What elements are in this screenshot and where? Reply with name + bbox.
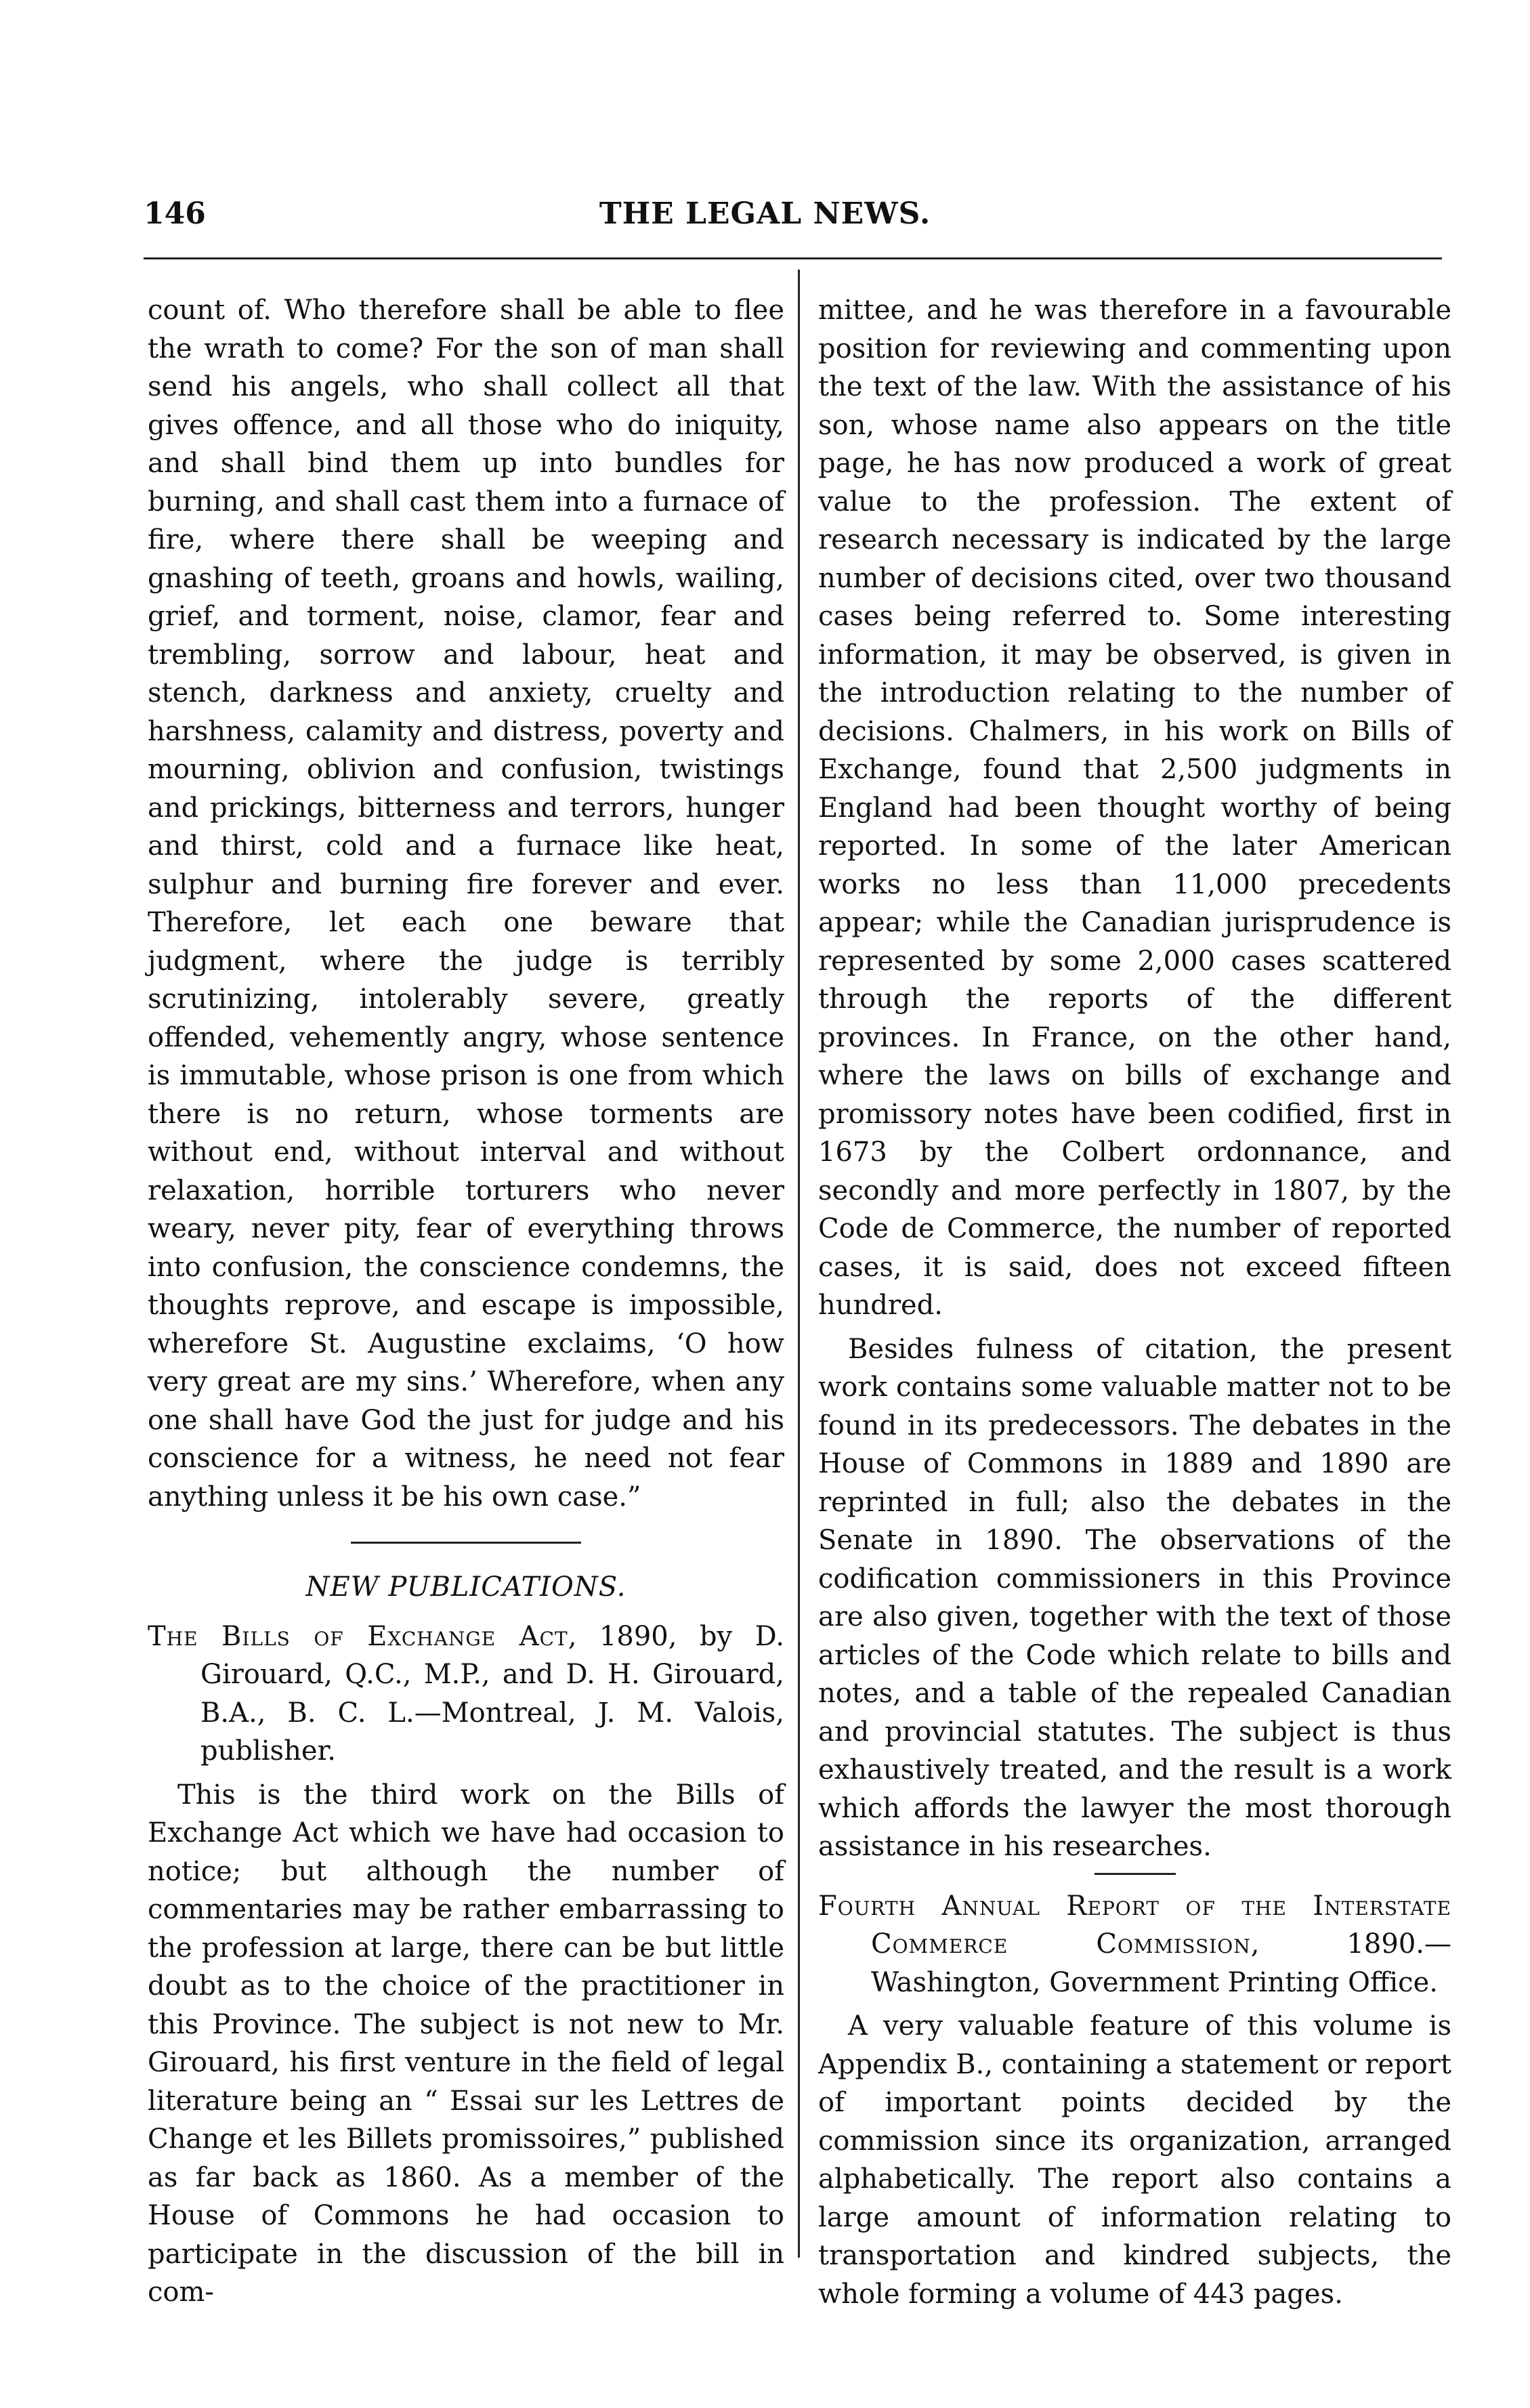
section-rule (351, 1542, 581, 1544)
section-rule-2 (1095, 1873, 1176, 1875)
review-paragraph-2: Besides fulness of citation, the present work contains some valuable matter not to be found in its predecessors. The debates in the House of Commons in 1889 and 1890 are reprinted in full; also the debates in the Senate in 1890. The observations of the codification commissioners in this Province are also given, together with the text of those articles of the Code which relate to bills and notes, and a table of the repealed Canadian and provincial statutes. The subject is thus exhaustively treated, and the result is a work which affords the lawyer the most thorough assistance in his researches. (818, 1333, 1451, 1862)
review-paragraph-continued: mittee, and he was therefore in a favourable position for reviewing and commenting upon the text of the law. With the assistance of his son, whose name also appears on the title page, he has now produced a work of great value to the profession. The extent of research necessary is indicated by the large number of decisions cited, over two thousand cases being referred to. Some interesting information, it may be observed, is given in the introduction relating to the number of decisions. Chalmers, in his work on Bills of Exchange, found that 2,500 judgments in England had been thought worthy of being reported. In some of the later American works no less than 11,000 precedents appear; while the Canadian jurisprudence is represented by some 2,000 cases scattered through the reports of the different provinces. In France, on the other hand, where the laws on bills of exchange and promissory notes have been codified, first in 1673 by the Colbert ordonnance, and secondly and more perfectly in 1807, by the Code de Commerce, the number of reported cases, it is said, does not exceed fifteen hundred. (818, 295, 1451, 1321)
book-title-entry-2 (818, 1887, 1451, 2002)
running-head-title: THE LEGAL NEWS. (599, 196, 931, 231)
right-column (818, 291, 1451, 2313)
continued-paragraph: count of. Who therefore shall be able to flee the wrath to come? For the son of man shall send his angels, who shall collect all that gives offence, and all those who do iniquity, and shall bind them up into bundles for burning, and shall cast them into a furnace of fire, where there shall be weeping and gnashing of teeth, groans and howls, wailing, grief, and torment, noise, clamor, fear and trembling, sorrow and labour, heat and stench, darkness and anxiety, cruelty and harshness, calamity and distress, poverty and mourning, oblivion and confusion, twistings and prickings, bitterness and terrors, hunger and thirst, cold and a furnace like heat, sulphur and burning fire forever and ever. Therefore, let each one beware that judgment, where the judge is terribly scrutinizing, intolerably severe, greatly offended, vehemently angry, whose sentence is immutable, whose prison is one from which there is no return, whose torments are without end, without interval and without relaxation, horrible torturers who never weary, never pity, fear of everything throws into confusion, the conscience condemns, the thoughts reprove, and escape is impossible, wherefore St. Augustine exclaims, ‘O how very great are my sins.’ Wherefore, when any one shall have God the just for judge and his conscience for a witness, he need not fear anything unless it be his own case.” (148, 295, 784, 1513)
report-paragraph: A very valuable feature of this volume is Appendix B., containing a statement or report of important points decided by the commission since its organization, arranged alphabetically. The report also contains a large amount of information relating to transportation and kindred subjects, the whole forming a volume of 443 pages. (818, 2010, 1451, 2310)
book-title-details: , 1890, by D. Girouard, Q.C., M.P., and D. H. Girouard, B.A., B. C. L.—Montreal, J. M. Valois, publisher. (200, 1620, 784, 1767)
book-title-name: The Bills of Exchange Act (148, 1620, 568, 1652)
book-title-details-2: , 1890.—Washington, Government Printing Office. (871, 1928, 1451, 1998)
column-divider (798, 270, 800, 2258)
book-title-name-2: Fourth Annual Report of the Interstate Commerce Commission (818, 1890, 1451, 1960)
header-rule (144, 257, 1442, 259)
left-column (148, 291, 784, 2312)
review-paragraph: This is the third work on the Bills of Exchange Act which we have had occasion to notice; but although the number of commentaries may be rather embarrassing to the profession at large, there can be but little doubt as to the choice of the practitioner in this Province. The subject is not new to Mr. Girouard, his first venture in the field of legal literature being an “ Essai sur les Lettres de Change et les Billets promissoires,” published as far back as 1860. As a member of the House of Commons he had occasion to participate in the discussion of the bill in com- (148, 1779, 784, 2308)
book-title-entry (148, 1618, 784, 1771)
section-heading: NEW PUBLICATIONS. (305, 1571, 626, 1603)
page-number: 146 (144, 196, 206, 231)
